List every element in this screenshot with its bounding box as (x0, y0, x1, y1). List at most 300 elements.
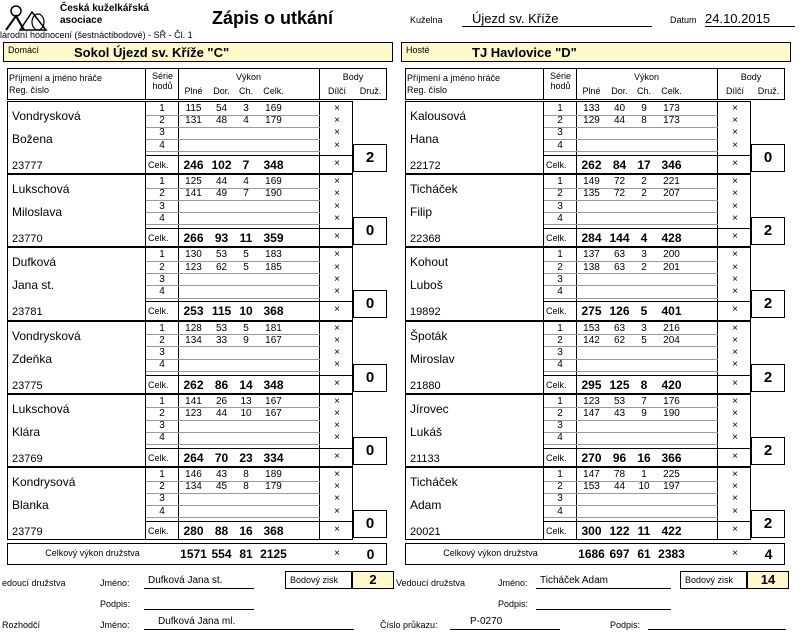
series-value: 44 (215, 176, 228, 188)
player-total: 422 (661, 524, 682, 538)
player-total: 262 (183, 377, 204, 392)
referee-label: Rozhodčí (2, 620, 41, 630)
player-total: 23 (239, 450, 253, 465)
player-total: 348 (263, 158, 284, 172)
series-value (606, 140, 633, 152)
col-player: Příjmení a jméno hráče (407, 73, 501, 83)
series-value: 33 (215, 334, 228, 346)
leader-name: Dufková Jana st. (144, 575, 254, 589)
series-value (633, 140, 655, 152)
player-points: 2 (751, 290, 785, 318)
col-full: Plné (582, 86, 601, 96)
series-value (655, 274, 688, 286)
x-mark: × (732, 286, 738, 297)
divider (319, 467, 320, 540)
series-number: 2 (557, 261, 563, 273)
x-mark: × (732, 347, 738, 358)
x-mark: × (732, 505, 738, 517)
series-value: 45 (215, 481, 228, 493)
series-value (578, 213, 605, 225)
referee-name-label: Jméno: (100, 620, 130, 630)
col-series: Série hodů (151, 71, 173, 91)
series-value (235, 347, 257, 359)
player-firstname: Jana st. (12, 278, 55, 293)
x-mark: × (732, 420, 738, 432)
series-value: 8 (243, 469, 249, 480)
series-number: 1 (159, 395, 165, 407)
x-mark: × (334, 395, 340, 407)
series-value: 153 (583, 481, 600, 493)
series-value (578, 127, 605, 139)
series-number: 2 (159, 408, 165, 419)
x-mark: × (732, 231, 738, 243)
x-mark: × (334, 212, 340, 224)
player-total: 102 (211, 158, 232, 172)
series-value: 183 (265, 249, 282, 261)
series-value: 53 (215, 322, 228, 334)
player-reg: 20021 (410, 526, 441, 538)
series-value: 44 (613, 115, 626, 127)
series-value (235, 493, 257, 505)
x-mark: × (732, 322, 738, 334)
player-total: 88 (214, 524, 229, 538)
divider (576, 174, 577, 247)
series-value: 5 (243, 261, 249, 273)
x-mark: × (732, 432, 738, 444)
series-value (578, 347, 605, 359)
player-firstname: Blanka (12, 498, 49, 512)
series-value: 123 (185, 408, 202, 419)
series-number: 1 (557, 395, 563, 407)
x-mark: × (334, 420, 340, 432)
series-value: 185 (265, 261, 282, 273)
sign-label: Podpis: (100, 599, 131, 609)
x-mark: × (334, 505, 340, 517)
divider (576, 321, 577, 394)
series-value (180, 127, 207, 139)
row-line (146, 448, 353, 449)
series-number: 4 (159, 432, 165, 444)
series-number: 2 (557, 115, 563, 127)
sign-line (144, 596, 254, 610)
row-line (146, 444, 320, 445)
player-total: 125 (609, 377, 630, 392)
series-value (655, 347, 688, 359)
team-total-value: 1686 (578, 547, 605, 561)
series-value (606, 359, 633, 371)
series-value (655, 420, 688, 432)
series-value: 173 (663, 115, 680, 127)
col-series: Série hodů (549, 71, 571, 91)
team-total-label: Celkový výkon družstva (443, 548, 538, 558)
col-points: Body (342, 72, 364, 82)
player-firstname: Filip (410, 205, 433, 220)
referee-sign-label: Podpis: (610, 620, 641, 630)
series-value (578, 274, 605, 286)
celk-label: Celk. (148, 306, 169, 317)
divider (319, 321, 320, 394)
row-line (146, 228, 353, 229)
leader-label: Vedoucí družstva (396, 578, 466, 588)
series-value: 149 (583, 176, 600, 188)
series-value: 123 (583, 395, 600, 407)
series-value: 179 (265, 481, 282, 493)
series-value: 190 (265, 188, 282, 200)
x-mark: × (334, 139, 340, 151)
x-mark: × (732, 212, 738, 224)
x-mark: × (732, 450, 738, 462)
series-value: 137 (583, 249, 600, 261)
series-value: 40 (613, 103, 626, 114)
player-firstname: Miloslava (12, 205, 63, 220)
series-value (208, 201, 235, 213)
col-team: Druž. (359, 86, 382, 96)
leader-name-label: Jméno: (498, 578, 528, 588)
series-number: 2 (159, 481, 165, 493)
celk-label: Celk. (148, 452, 169, 463)
player-total: 16 (239, 524, 253, 538)
x-mark: × (732, 127, 738, 139)
series-number: 3 (159, 347, 165, 358)
bodovy-zisk-value: 14 (747, 571, 789, 589)
series-value (257, 432, 290, 444)
player-surname: Lukschová (12, 182, 70, 197)
player-points: 2 (751, 510, 785, 538)
team-total-value: 697 (609, 547, 630, 561)
series-number: 4 (557, 212, 563, 224)
col-total: Celk. (263, 86, 284, 96)
team-total-value: 2383 (658, 547, 685, 561)
series-value (633, 432, 655, 444)
player-total: 366 (661, 450, 682, 465)
series-value (655, 359, 688, 371)
series-value (235, 127, 257, 139)
x-mark: × (334, 450, 340, 462)
series-value: 72 (613, 176, 626, 188)
series-value: 2 (641, 176, 647, 188)
player-points: 0 (353, 364, 387, 392)
player-total: 10 (239, 304, 253, 319)
row-line (544, 444, 718, 445)
series-number: 4 (557, 359, 563, 371)
series-value: 141 (185, 395, 202, 407)
player-surname: Vondrysková (12, 109, 81, 123)
series-value: 43 (215, 469, 228, 480)
series-number: 2 (159, 334, 165, 346)
team-name: TJ Havlovice "D" (472, 45, 577, 60)
player-total: 346 (661, 158, 682, 172)
series-value (633, 274, 655, 286)
player-surname: Špoták (410, 328, 448, 343)
player-total: 253 (183, 304, 204, 319)
series-value (235, 213, 257, 225)
player-total: 264 (183, 450, 204, 465)
series-value (578, 140, 605, 152)
series-value: 128 (185, 322, 202, 334)
x-mark: × (732, 249, 738, 261)
row-line (544, 224, 718, 225)
series-value: 201 (663, 261, 680, 273)
series-number: 3 (557, 493, 563, 505)
player-firstname: Lukáš (410, 424, 443, 439)
series-value (578, 286, 605, 298)
series-value (208, 359, 235, 371)
player-total: 70 (214, 450, 229, 465)
series-value (606, 347, 633, 359)
series-value (180, 493, 207, 505)
series-number: 2 (159, 115, 165, 127)
player-reg: 23770 (12, 233, 43, 246)
player-surname: Ticháček (410, 182, 458, 197)
player-surname: Jírovec (410, 401, 449, 416)
series-value: 221 (663, 176, 680, 188)
x-mark: × (732, 481, 738, 493)
row-line (146, 224, 320, 225)
player-total: 93 (214, 231, 229, 246)
series-value: 2 (641, 188, 647, 200)
sign-label: Podpis: (498, 599, 529, 609)
celk-label: Celk. (148, 379, 169, 390)
row-line (544, 228, 751, 229)
player-total: 246 (183, 158, 204, 172)
player-surname: Kondrysová (12, 475, 76, 489)
series-number: 1 (159, 176, 165, 188)
series-number: 3 (159, 493, 165, 505)
team-side-label: Hosté (406, 45, 430, 55)
referee-name: Dufková Jana ml. (144, 616, 354, 630)
divider (178, 394, 179, 467)
series-value (257, 274, 290, 286)
player-total: 8 (640, 377, 648, 392)
divider (178, 174, 179, 247)
series-value: 9 (243, 334, 249, 346)
x-mark: × (732, 334, 738, 346)
x-mark: × (334, 493, 340, 505)
col-miss: Ch. (636, 86, 651, 96)
series-value (578, 201, 605, 213)
series-value: 167 (265, 395, 282, 407)
team-points: 0 (366, 546, 375, 562)
series-number: 4 (159, 286, 165, 297)
series-value (208, 493, 235, 505)
series-value: 147 (583, 408, 600, 419)
series-value (257, 140, 290, 152)
player-total: 5 (640, 304, 648, 319)
series-value: 204 (663, 334, 680, 346)
series-value: 207 (663, 188, 680, 200)
series-value (633, 493, 655, 505)
player-firstname: Adam (410, 498, 442, 512)
row-line (146, 155, 353, 156)
series-value (257, 420, 290, 432)
player-total: 14 (239, 377, 253, 392)
x-mark: × (732, 176, 738, 188)
series-value (208, 127, 235, 139)
celk-label: Celk. (546, 452, 567, 463)
x-mark: × (732, 359, 738, 371)
row-line (544, 521, 751, 522)
series-value: 13 (240, 395, 252, 407)
series-value (208, 420, 235, 432)
series-number: 3 (159, 200, 165, 212)
series-value (606, 432, 633, 444)
series-value: 200 (663, 249, 680, 261)
col-miss: Ch. (238, 86, 253, 96)
series-value: 216 (663, 322, 680, 334)
series-value: 5 (243, 322, 249, 334)
divider (319, 394, 320, 467)
x-mark: × (732, 188, 738, 200)
player-points: 2 (751, 437, 785, 465)
x-mark: × (732, 139, 738, 151)
series-value: 173 (663, 103, 680, 114)
x-mark: × (732, 158, 738, 169)
player-reg: 23775 (12, 379, 43, 392)
divider (319, 174, 320, 247)
series-value (208, 432, 235, 444)
player-total: 11 (239, 231, 253, 246)
series-value: 9 (641, 103, 647, 114)
row-line (544, 151, 718, 152)
col-clear: Dor. (611, 86, 628, 96)
series-value (235, 432, 257, 444)
x-mark: × (334, 469, 340, 480)
series-number: 1 (159, 469, 165, 480)
series-value (208, 213, 235, 225)
series-value: 197 (663, 481, 680, 493)
series-value (235, 506, 257, 518)
series-number: 4 (557, 432, 563, 444)
series-value (606, 127, 633, 139)
player-points: 2 (751, 217, 785, 245)
celk-label: Celk. (148, 526, 169, 536)
player-surname: Lukschová (12, 401, 70, 416)
series-value (257, 286, 290, 298)
series-value: 167 (265, 334, 282, 346)
x-mark: × (334, 127, 340, 139)
row-line (146, 517, 320, 518)
x-mark: × (732, 469, 738, 480)
series-value: 62 (613, 334, 626, 346)
series-number: 4 (159, 505, 165, 517)
player-firstname: Zdeňka (12, 351, 53, 366)
player-total: 428 (661, 231, 682, 246)
series-value: 4 (243, 115, 249, 127)
row-line (544, 448, 751, 449)
series-value: 176 (663, 395, 680, 407)
series-value (180, 140, 207, 152)
team-name: Sokol Újezd sv. Kříže "C" (74, 45, 230, 60)
divider (178, 467, 179, 540)
series-value: 167 (265, 408, 282, 419)
series-number: 3 (159, 127, 165, 139)
x-mark: × (732, 115, 738, 127)
player-total: 334 (263, 450, 284, 465)
series-value: 43 (613, 408, 626, 419)
player-points: 0 (353, 437, 387, 465)
col-perf: Výkon (633, 72, 659, 82)
team-total-value: 2125 (260, 547, 287, 561)
series-value (606, 286, 633, 298)
player-surname: Dufková (12, 255, 57, 270)
series-value: 142 (583, 334, 600, 346)
player-total: 401 (661, 304, 682, 319)
bodovy-zisk-label: Bodový zisk (680, 571, 747, 589)
card-number: P-0270 (450, 616, 560, 630)
player-total: 300 (581, 524, 602, 538)
team-header (3, 42, 393, 62)
player-total: 270 (581, 450, 602, 465)
series-value (208, 506, 235, 518)
series-value (578, 359, 605, 371)
series-value (633, 213, 655, 225)
series-value: 115 (185, 103, 202, 114)
x-mark: × (732, 103, 738, 114)
player-reg: 22368 (410, 233, 441, 246)
divider (319, 247, 320, 320)
col-reg: Reg. číslo (407, 85, 448, 95)
date-label: Datum (670, 15, 697, 25)
series-value (633, 506, 655, 518)
x-mark: × (334, 286, 340, 297)
series-value: 225 (663, 469, 680, 480)
player-firstname: Božena (12, 132, 53, 146)
series-value: 53 (215, 249, 228, 261)
venue-value: Újezd sv. Kříže (462, 11, 652, 27)
series-number: 3 (557, 420, 563, 432)
series-value: 7 (243, 188, 249, 200)
series-value: 181 (265, 322, 282, 334)
celk-label: Celk. (546, 526, 567, 536)
series-value: 48 (215, 115, 228, 127)
player-points: 2 (353, 144, 387, 172)
series-value: 49 (215, 188, 228, 200)
col-partial: Dílčí (328, 86, 346, 96)
series-value: 135 (583, 188, 600, 200)
series-value (208, 286, 235, 298)
x-mark: × (732, 261, 738, 273)
team-header (401, 42, 791, 62)
card-label: Číslo průkazu: (380, 620, 438, 630)
series-value (578, 506, 605, 518)
divider (576, 394, 577, 467)
player-total: 348 (263, 377, 284, 392)
series-value (655, 506, 688, 518)
divider (178, 247, 179, 320)
series-number: 2 (557, 188, 563, 200)
series-value: 134 (185, 481, 202, 493)
x-mark: × (334, 188, 340, 200)
series-value (578, 420, 605, 432)
series-value (257, 213, 290, 225)
series-value: 26 (215, 395, 228, 407)
series-value: 131 (185, 115, 202, 127)
team-total-value: 554 (211, 547, 232, 561)
x-mark: × (334, 432, 340, 444)
series-number: 2 (159, 188, 165, 200)
series-value: 1 (641, 469, 647, 480)
series-value (208, 347, 235, 359)
series-number: 4 (557, 505, 563, 517)
x-mark: × (334, 548, 340, 559)
series-value: 138 (583, 261, 600, 273)
player-reg: 23777 (12, 160, 43, 172)
bodovy-zisk-label: Bodový zisk (285, 571, 352, 589)
divider (576, 247, 577, 320)
series-number: 3 (159, 273, 165, 285)
cka-logo (2, 2, 54, 32)
divider (178, 101, 179, 174)
